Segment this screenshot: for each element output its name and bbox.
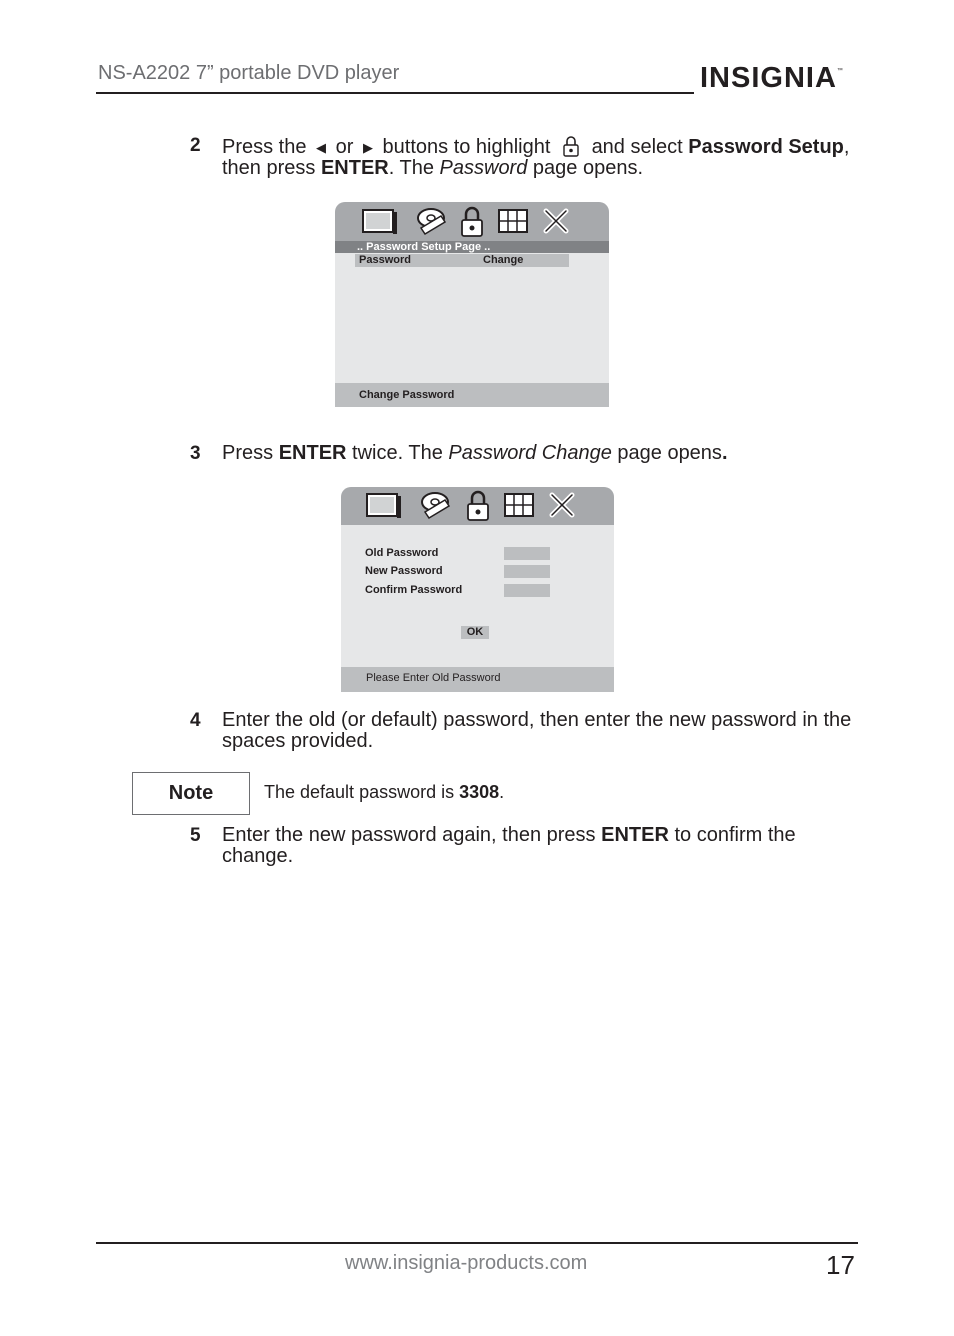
note-text: The default password is 3308. xyxy=(264,782,505,802)
password-change-screen xyxy=(341,487,614,692)
menu-item-label: Password xyxy=(359,254,411,266)
confirm-password-field[interactable] xyxy=(504,584,550,597)
status-bar: Change Password xyxy=(335,383,609,407)
note-label: Note xyxy=(132,772,250,815)
old-password-field[interactable] xyxy=(504,547,550,560)
audio-setup-icon xyxy=(415,206,449,238)
password-menu-row[interactable] xyxy=(355,254,569,267)
right-arrow-icon: ▶ xyxy=(362,140,373,155)
audio-setup-icon xyxy=(419,490,453,522)
footer-rule xyxy=(96,1242,858,1244)
new-password-label: New Password xyxy=(365,565,443,577)
password-lock-icon xyxy=(459,206,485,238)
step-number: 5 xyxy=(190,825,201,846)
document-title: NS-A2202 7” portable DVD player xyxy=(98,62,400,84)
trademark: ™ xyxy=(836,68,844,74)
step-number: 2 xyxy=(190,135,201,156)
step-number: 3 xyxy=(190,443,201,464)
ok-button[interactable]: OK xyxy=(461,626,489,639)
old-password-label: Old Password xyxy=(365,547,439,559)
footer-url: www.insignia-products.com xyxy=(345,1252,588,1274)
exit-close-icon xyxy=(543,208,569,234)
new-password-field[interactable] xyxy=(504,565,550,578)
confirm-password-label: Confirm Password xyxy=(365,584,463,596)
breadcrumb: .. Password Setup Page .. xyxy=(335,241,609,253)
preference-grid-icon xyxy=(503,492,537,520)
page-number: 17 xyxy=(826,1250,855,1280)
default-password-value: 3308 xyxy=(459,782,500,802)
menu-icon-bar xyxy=(341,487,614,525)
general-setup-icon xyxy=(361,208,399,236)
header-rule xyxy=(96,92,694,94)
brand-name: INSIGNIA xyxy=(700,62,837,94)
general-setup-icon xyxy=(365,492,403,520)
step-5-text: Enter the new password again, then press ENTER to confirm the change. xyxy=(222,824,796,867)
status-bar: Please Enter Old Password xyxy=(341,667,614,692)
step-4-text: Enter the old (or default) password, then enter the new password in the spaces provided. xyxy=(222,709,852,752)
preference-grid-icon xyxy=(497,208,531,236)
menu-item-value: Change xyxy=(483,254,524,266)
lock-icon xyxy=(560,135,582,157)
password-setup-screen xyxy=(335,202,609,407)
step-3-text: Press ENTER twice. The Password Change page opens. xyxy=(222,442,728,464)
brand-logo xyxy=(700,62,844,95)
password-lock-icon xyxy=(465,490,491,522)
exit-close-icon xyxy=(549,492,575,518)
step-number: 4 xyxy=(190,710,201,731)
left-arrow-icon: ◀ xyxy=(316,140,327,155)
step-2-text: Press the ◀ or ▶ buttons to highlight and select Password Setup, then press ENTER. The Password page opens. xyxy=(222,136,850,179)
menu-icon-bar xyxy=(335,202,609,242)
